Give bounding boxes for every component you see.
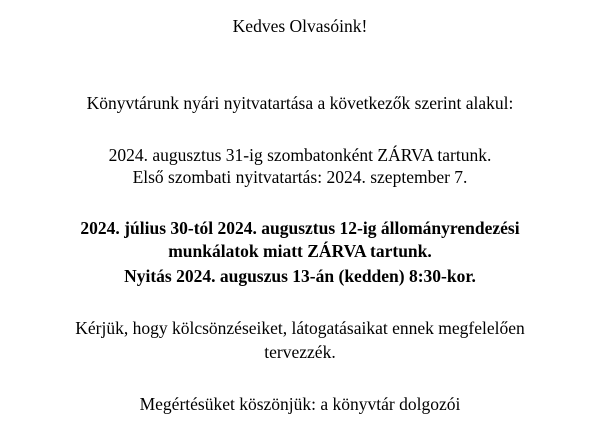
greeting: Kedves Olvasóink! — [232, 16, 368, 36]
request-line-1: Kérjük, hogy kölcsönzéseiket, látogatásaikat ennek megfelelően — [75, 318, 525, 338]
closing-signature: Megértésüket köszönjük: a könyvtár dolgozói — [139, 394, 461, 414]
closure-period-line-2: munkálatok miatt ZÁRVA tartunk. — [168, 241, 432, 261]
saturday-closed-text: 2024. augusztus 31-ig szombatonként ZÁRVA tartunk. — [108, 145, 492, 165]
reopening-text: Nyitás 2024. auguszus 13-án (kedden) 8:30-kor. — [124, 266, 476, 286]
request-line-2: tervezzék. — [264, 342, 336, 362]
closure-period-line-1: 2024. július 30-tól 2024. augusztus 12-ig állományrendezési — [80, 218, 520, 238]
intro-text: Könyvtárunk nyári nyitvatartása a következők szerint alakul: — [86, 93, 514, 113]
first-saturday-open-text: Első szombati nyitvatartás: 2024. szeptember 7. — [132, 167, 468, 187]
